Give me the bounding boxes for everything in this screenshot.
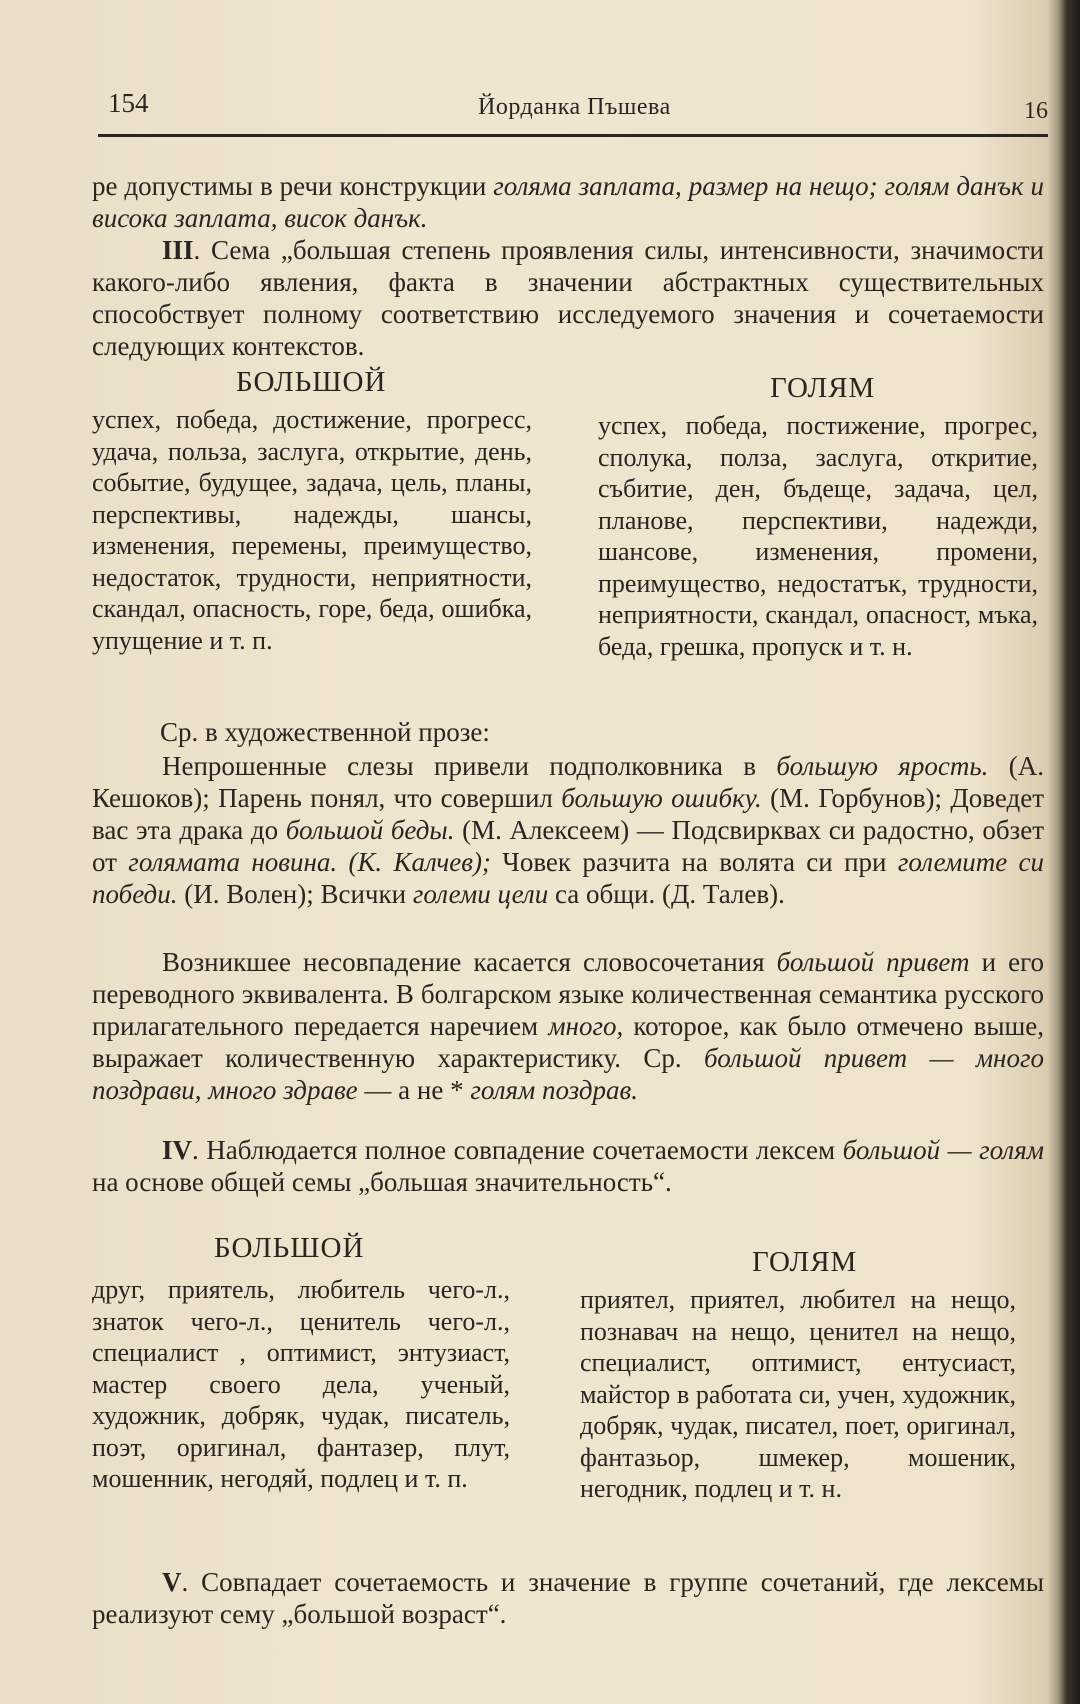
section-numeral: V bbox=[162, 1567, 182, 1597]
table2-left-list: друг, приятель, любитель чего-л., знаток чего-л., ценитель чего-л., специалист , оптимист, энтузиаст, мастер своего дела, ученый, художник, добряк, чудак, писатель, поэт, оригинал, фантазер, плут, мошенник, негодяй, подлец и т. п. bbox=[92, 1275, 510, 1493]
page-binding-edge bbox=[1058, 0, 1080, 1704]
table1-right-list: успех, победа, постижение, прогрес, сполука, полза, заслуга, откритие, събитие, ден, бъдеще, задача, цел, планове, перспективи, надежди, шансове, изменения, промени, преимущество, недостатък, трудности, неприятности, скандал, опасност, мъка, беда, грешка, пропуск и т. н. bbox=[598, 411, 1038, 661]
section-5-paragraph: V. Совпадает сочетаемость и значение в группе сочетаний, где лексемы реализуют сему „большой возраст“. bbox=[92, 1567, 1044, 1629]
examples-lead: Ср. в художественной прозе: bbox=[160, 717, 490, 747]
table2-right-heading: ГОЛЯМ bbox=[752, 1246, 858, 1278]
intro-paragraph: ре допустимы в речи конструкции голяма заплата, размер на нещо; голям данък и висока заплата, висок данък. bbox=[92, 171, 1044, 233]
page-header bbox=[108, 88, 1048, 132]
section-numeral: IV bbox=[162, 1135, 193, 1165]
table1-left-heading: БОЛЬШОЙ bbox=[236, 366, 387, 398]
page-number: 154 bbox=[108, 88, 149, 118]
examples-paragraph: Непрошенные слезы привели подполковника в большую ярость. (А. Кешоков); Парень понял, что совершил большую ошибку. (М. Горбунов); Доведет вас эта драка до большой беды. (М. Алексеем) — Подсвирквах си радостно, обзет от голямата новина. (К. Калчев); Човек разчита на волята си при големите си победи. (И. Волен); Всички големи цели са общи. (Д. Талев). bbox=[92, 751, 1045, 909]
table1-left-list: успех, победа, достижение, прогресс, удача, польза, заслуга, открытие, день, событие, будущее, задача, цель, планы, перспективы, надежды, шансы, изменения, перемены, преимущество, недостаток, трудности, неприятности, скандал, опасность, горе, беда, ошибка, упущение и т. п. bbox=[92, 405, 532, 655]
discussion-paragraph: Возникшее несовпадение касается словосочетания большой привет и его переводного эквивалента. В болгарском языке количественная семантика русского прилагательного передается наречием много, которое, как было отмечено выше, выражает количественную характеристику. Ср. большой привет — много поздрави, много здраве — а не * голям поздрав. bbox=[92, 947, 1044, 1105]
next-page-fragment: 16 bbox=[1024, 98, 1048, 124]
table1-right-heading: ГОЛЯМ bbox=[770, 372, 876, 404]
section-4-paragraph: IV. Наблюдается полное совпадение сочетаемости лексем большой — голям на основе общей семы „большая значительность“. bbox=[92, 1135, 1044, 1197]
section-3-paragraph: III. Сема „большая степень проявления силы, интенсивности, значимости какого-либо явления, факта в значении абстрактных существительных способствует полному соответствию исследуемого значения и сочетаемости следующих контекстов. bbox=[92, 235, 1044, 361]
header-rule bbox=[98, 134, 1048, 137]
running-head: Йорданка Пъшева bbox=[478, 94, 671, 120]
table2-left-heading: БОЛЬШОЙ bbox=[214, 1232, 365, 1264]
table2-right-list: приятел, приятел, любител на нещо, познавач на нещо, ценител на нещо, специалист, оптимист, ентусиаст, майстор в работата си, учен, художник, добряк, чудак, писател, поет, оригинал, фантазьор, шмекер, мошеник, негодник, подлец и т. н. bbox=[580, 1285, 1016, 1503]
section-numeral: III bbox=[162, 235, 194, 265]
